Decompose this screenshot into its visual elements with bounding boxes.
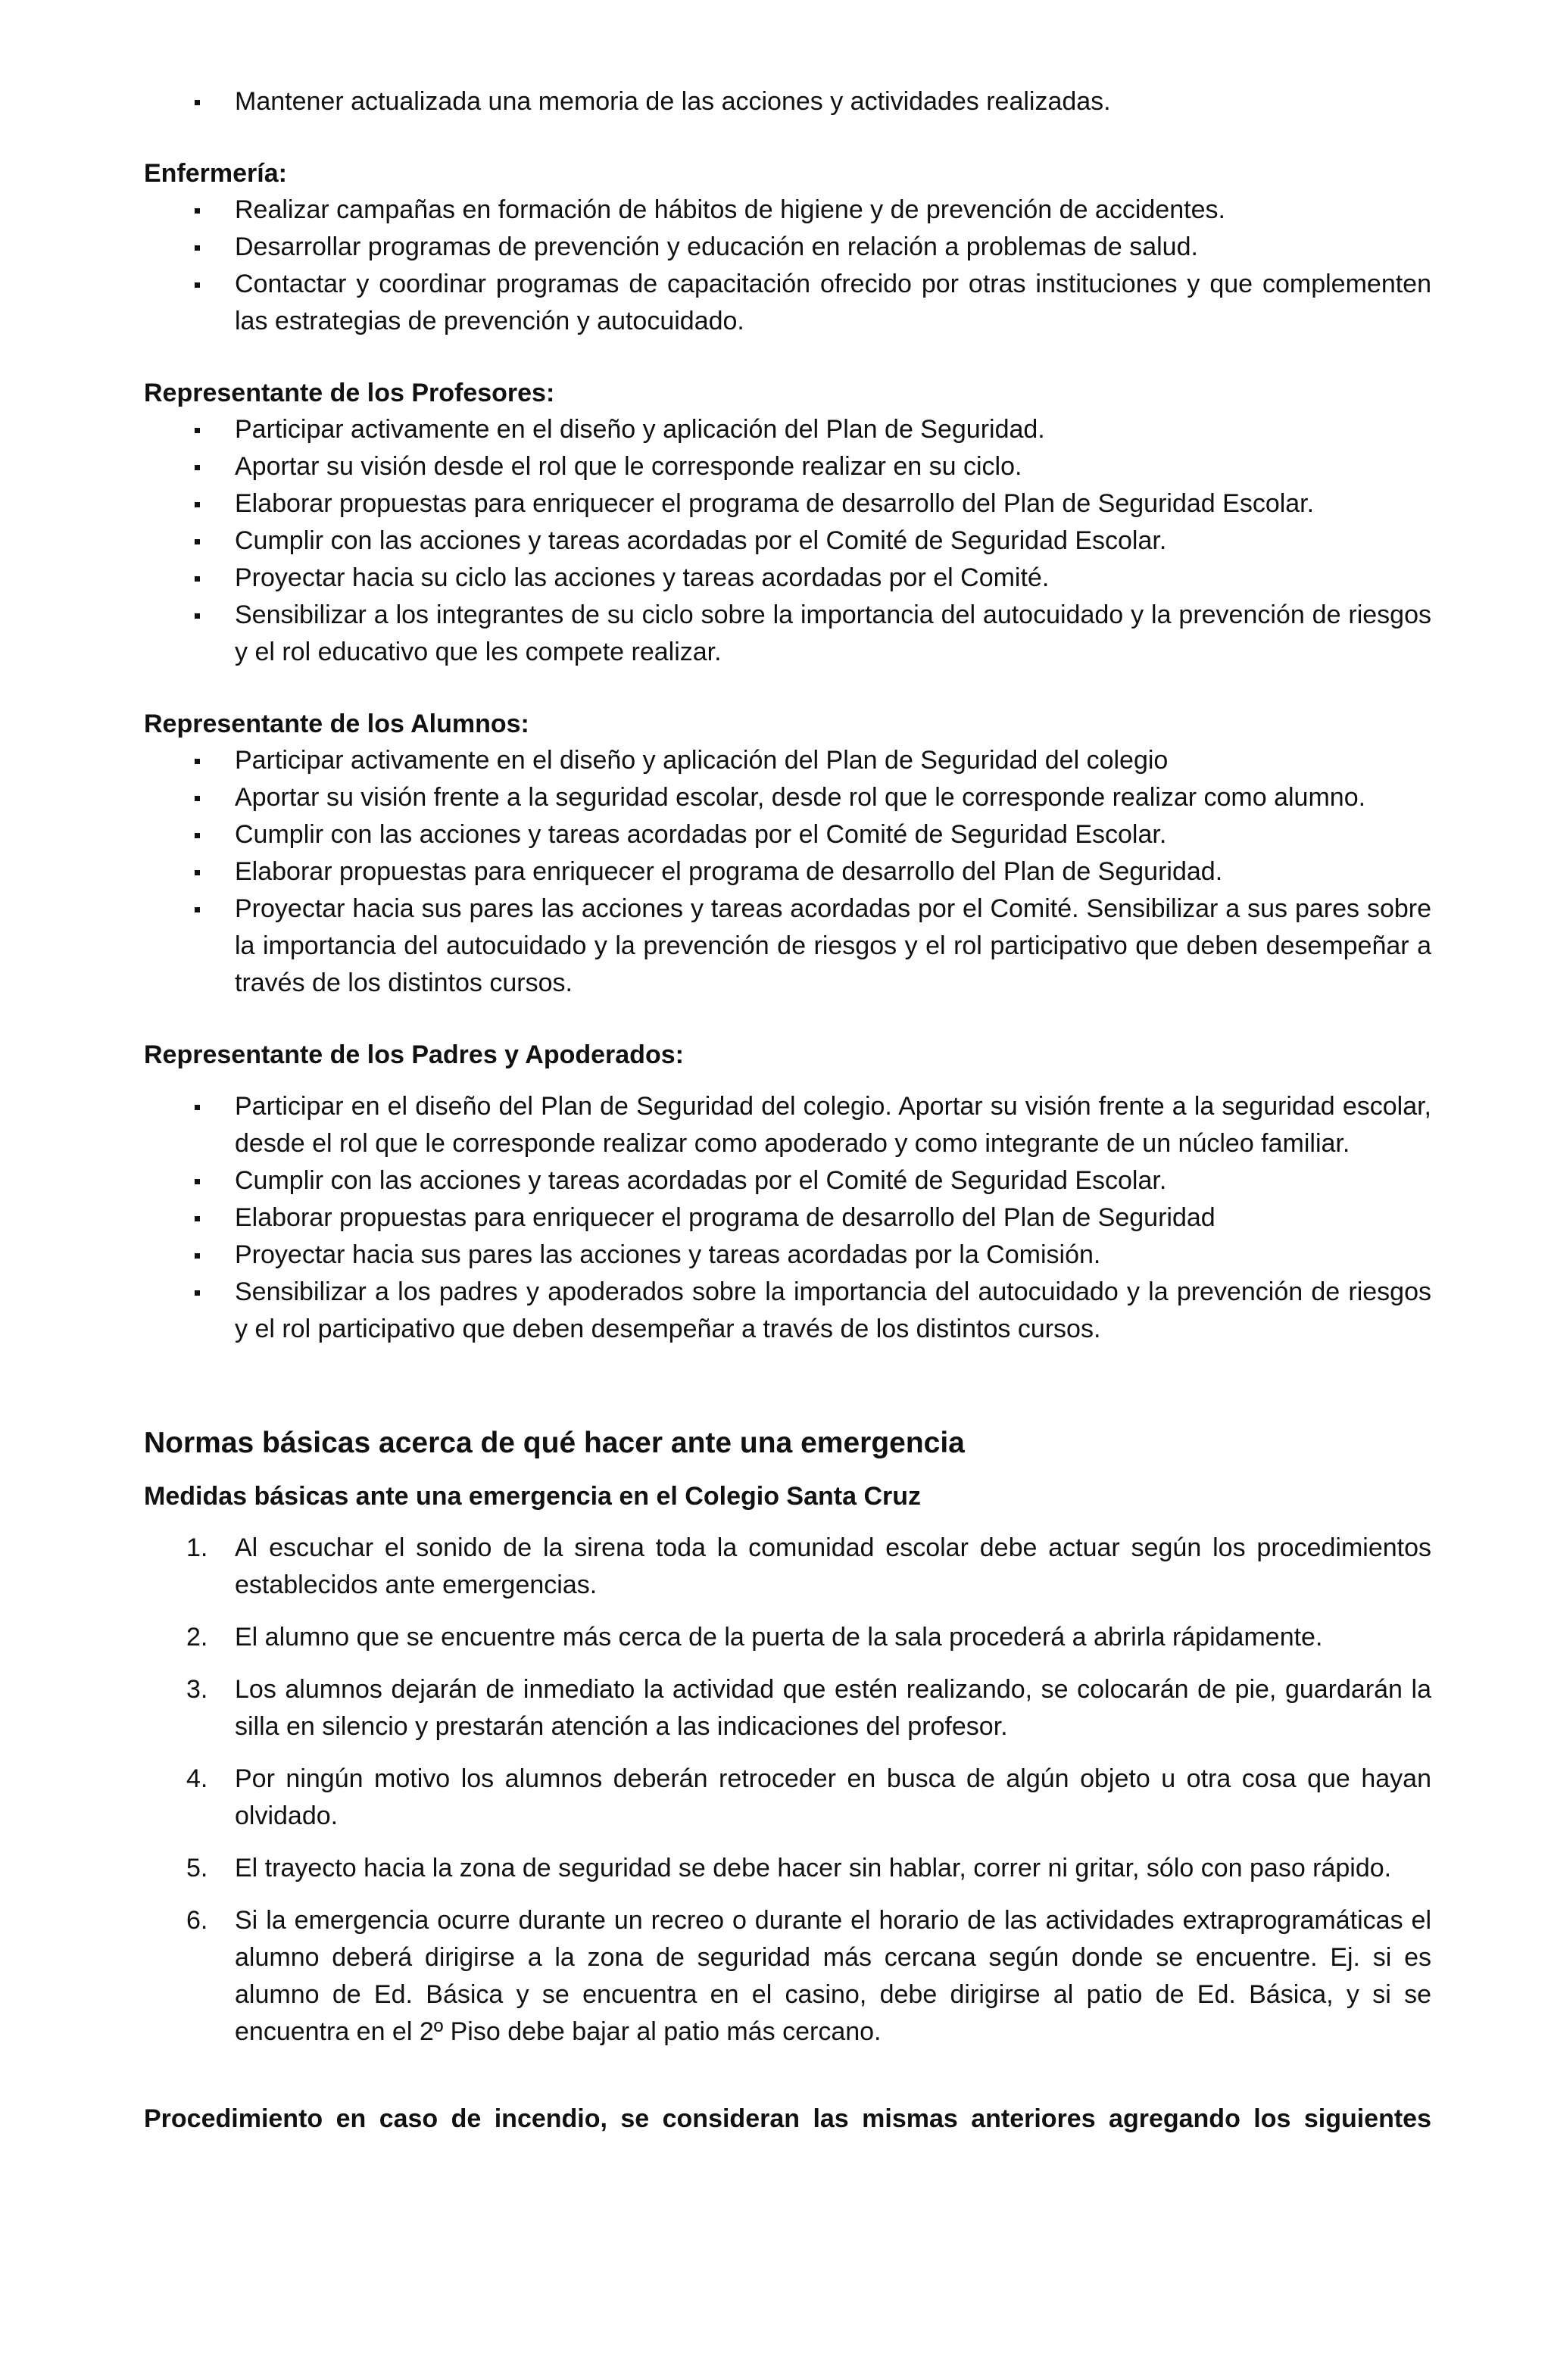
numbered-item: 5. El trayecto hacia la zona de seguridad se debe hacer sin hablar, correr ni gritar, sólo con paso rápido. bbox=[186, 1854, 1392, 1882]
list-item: Sensibilizar a los padres y apoderados sobre la importancia del autocuidado y la prevención de riesgos y el rol participativo que deben desempeñar a través de los distintos cursos. bbox=[144, 1274, 1431, 1348]
list-item: Desarrollar programas de prevención y educación en relación a problemas de salud. bbox=[144, 229, 1431, 266]
list-item: Participar activamente en el diseño y aplicación del Plan de Seguridad del colegio bbox=[144, 742, 1431, 779]
section-title-alumnos: Representante de los Alumnos: bbox=[144, 710, 529, 738]
list-item: Participar activamente en el diseño y aplicación del Plan de Seguridad. bbox=[144, 411, 1431, 448]
list-item: Proyectar hacia su ciclo las acciones y tareas acordadas por el Comité. bbox=[144, 560, 1431, 597]
numbered-item: 1. Al escuchar el sonido de la sirena toda la comunidad escolar debe actuar según los procedimientos establecidos ante emergencias. bbox=[186, 1533, 1431, 1599]
list-item: Elaborar propuestas para enriquecer el programa de desarrollo del Plan de Seguridad. bbox=[144, 853, 1431, 891]
list-item: Elaborar propuestas para enriquecer el programa de desarrollo del Plan de Seguridad Escolar. bbox=[144, 485, 1431, 522]
numbered-item: 6. Si la emergencia ocurre durante un recreo o durante el horario de las actividades extraprogramáticas el alumno deberá dirigirse a la zona de seguridad más cercana según donde se encuentre. Ej. si es alumno de Ed. Básica y se encuentra en el casino, debe dirigirse al patio de Ed. Básica, y si se encuentra en el 2º Piso debe bajar al patio más cercano. bbox=[186, 1906, 1431, 2046]
list-item: Proyectar hacia sus pares las acciones y tareas acordadas por el Comité. Sensibilizar a sus pares sobre la importancia del autocuidado y la prevención de riesgos y el rol participativo que deben desempeñar a través de los distintos cursos. bbox=[144, 891, 1431, 1002]
numbered-item: 3. Los alumnos dejarán de inmediato la actividad que estén realizando, se colocarán de pie, guardarán la silla en silencio y prestarán atención a las indicaciones del profesor. bbox=[186, 1675, 1431, 1741]
list-item: Mantener actualizada una memoria de las acciones y actividades realizadas. bbox=[144, 83, 1431, 120]
list-item: Aportar su visión frente a la seguridad escolar, desde rol que le corresponde realizar como alumno. bbox=[144, 779, 1431, 816]
list-item: Cumplir con las acciones y tareas acordadas por el Comité de Seguridad Escolar. bbox=[144, 816, 1431, 853]
enfermeria-list bbox=[144, 192, 1431, 340]
list-item: Cumplir con las acciones y tareas acordadas por el Comité de Seguridad Escolar. bbox=[144, 1162, 1431, 1199]
list-item: Participar en el diseño del Plan de Seguridad del colegio. Aportar su visión frente a la seguridad escolar, desde el rol que le corresponde realizar como apoderado y como integrante de un núcleo familiar. bbox=[144, 1088, 1431, 1162]
padres-list bbox=[144, 1088, 1431, 1348]
list-item: Aportar su visión desde el rol que le corresponde realizar en su ciclo. bbox=[144, 448, 1431, 485]
list-item: Sensibilizar a los integrantes de su ciclo sobre la importancia del autocuidado y la prevención de riesgos y el rol educativo que les compete realizar. bbox=[144, 597, 1431, 671]
section-title-enfermeria: Enfermería: bbox=[144, 159, 287, 188]
top-list bbox=[144, 83, 1431, 120]
alumnos-list bbox=[144, 742, 1431, 1002]
list-item: Contactar y coordinar programas de capacitación ofrecido por otras instituciones y que complementen las estrategias de prevención y autocuidado. bbox=[144, 266, 1431, 340]
list-item: Realizar campañas en formación de hábitos de higiene y de prevención de accidentes. bbox=[144, 192, 1431, 229]
section-title-profesores: Representante de los Profesores: bbox=[144, 379, 555, 407]
document-body bbox=[144, 83, 1431, 2137]
normas-list bbox=[144, 1530, 1431, 2051]
section-title-normas: Normas básicas acerca de qué hacer ante una emergencia bbox=[144, 1427, 965, 1459]
incendio-paragraph: Procedimiento en caso de incendio, se consideran las mismas anteriores agregando los siguientes bbox=[144, 2104, 1431, 2133]
numbered-item: 2. El alumno que se encuentre más cerca de la puerta de la sala procederá a abrirla rápidamente. bbox=[186, 1623, 1323, 1652]
list-item: Elaborar propuestas para enriquecer el programa de desarrollo del Plan de Seguridad bbox=[144, 1199, 1431, 1237]
list-item: Proyectar hacia sus pares las acciones y tareas acordadas por la Comisión. bbox=[144, 1237, 1431, 1274]
section-subtitle-medidas: Medidas básicas ante una emergencia en el Colegio Santa Cruz bbox=[144, 1482, 921, 1511]
section-title-padres: Representante de los Padres y Apoderados: bbox=[144, 1040, 684, 1069]
profesores-list bbox=[144, 411, 1431, 671]
list-item: Cumplir con las acciones y tareas acordadas por el Comité de Seguridad Escolar. bbox=[144, 522, 1431, 560]
numbered-item: 4. Por ningún motivo los alumnos deberán retroceder en busca de algún objeto u otra cosa que hayan olvidado. bbox=[186, 1764, 1431, 1830]
